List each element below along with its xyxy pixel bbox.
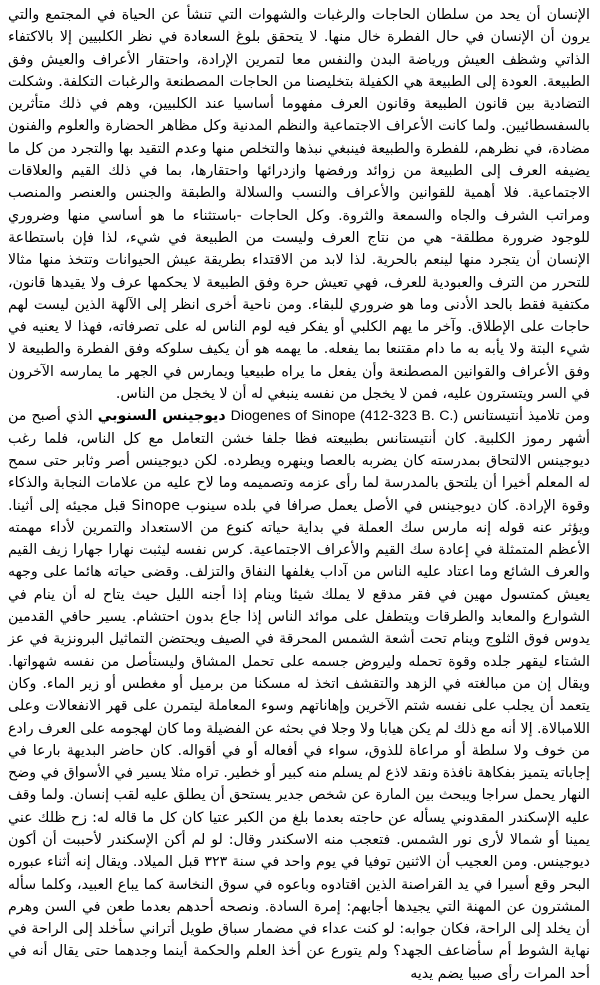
paragraph-diogenes-body: الذي أصبح من أشهر رموز الكلبية. كان أنتيستانس بطبيعته فظا جلفا خشن التعامل مع كل الناس، فلما رغب ديوجينس الالتحاق بمدرسته كان يضربه بالعصا وينهره ويطرده. لكن ديوجينس أصر وثابر حتى سمح له المعلم أخيرا أن يلتحق بالمدرسة لما رأى عزمه وتصميمه وما لاح عليه من علامات النجابة والذكاء وقوة الإرادة. كان ديوجينس في الأصل يعمل صرافا في بلده سينوب Sinope قبل مجيئه إلى أثينا. ويؤثر عنه قوله إنه مارس سك العملة في بداية حياته كنوع من الاستعداد والتمرين لأداء مهمته الأعظم المتمثلة في إعادة سك القيم والأعراف الاجتماعية. كرس نفسه ليثبت نهارا جهارا زيف القيم والعرف الشائع وما اعتاد عليه الناس من آداب يغلفها النفاق والتزلف. وقضى حياته هائما على وجهه يعيش كمتسول مهين في فقر مدقع لا يملك شيئا وينام إذا أجنه الليل حيث يتاح له أن ينام في الشوارع والمعابد والطرقات ويتطفل على موائد الناس إذا جاع بدون احتشام. يسير حافي القدمين يدوس فوق الثلوج وينام تحت أشعة الشمس المحرقة في الصيف ويحتضن التماثيل البرونزية في عز الشتاء ليقهر جلده وقوة تحمله وليروض جسمه على تحمل المشاق وليستأصل من نفسه شهواتها. ويقال إن من مبالغته في الزهد والتقشف اتخذ له مسكنا من برميل أو مغطس أو زير الماء. وكان يتعمد أن يجلب على نفسه شتم الآخرين وإهاناتهم وسوء المعاملة ليتمرن على قهر الانفعالات وعلى اللامبالاة. إلا أنه مع ذلك لم يكن هيابا ولا وجلا في بحثه عن الفضيلة وما كان لهجومه على العرف رادع من خوف ولا سلطة أو مراعاة للذوق، سواء في أفعاله أو في أقواله. كان حاضر البديهة بارعا في إجاباته يتميز بفكاهة نافذة ونقد لاذع لم يسلم منه كبير أو خطير. تراه مثلا يسير في الأسواق في وضح النهار يحمل سراجا ويبحث بين المارة عن شخص جدير يستحق أن يطلق عليه لقب إنسان. ولما وقف عليه الإسكندر المقدوني يسأله عن حاجته بعدما بلغ من الكبر عتيا كان كل ما قاله له: زح ظلك عني يمينا أو شمالا لأرى نور الشمس. فتعجب منه الاسكندر وقال: لو لم أكن الإسكندر لأحببت أن أكون ديوجينس. ومن العجيب أن الاثنين توفيا في يوم واحد في سنة ٣٢٣ قبل الميلاد. ويقال إنه أثناء عبوره البحر وقع أسيرا في يد القراصنة الذين اقتادوه وباعوه في سوق النخاسة كما يباع العبيد، وكلما سأله المشترون عن المهنة التي يجيدها أجابهم: إمرة السادة. ونصحه أحدهم بعدما طعن في السن وهرم أن يخلد إلى الراحة، فكان جوابه: لو كنت عداء في مضمار سباق طويل أتراني سأخلد إلى الراحة في نهاية الشوط أم سأضاعف الجهد؟ ولم يتورع عن أخذ العلم والحكمة أينما وجدهما حتى يقال أنه في أحد المرات رأى صبيا يضم يديه: [8, 408, 590, 982]
diogenes-arabic-name: ديوجينس السنوبي: [97, 408, 226, 425]
paragraph-intro: ومن تلاميذ أنتيستانس: [463, 408, 590, 425]
paragraph-diogenes: [8, 405, 590, 985]
paragraph-cynic-philosophy: الإنسان أن يحد من سلطان الحاجات والرغبات والشهوات التي تنشأ عن الحياة في المجتمع والتي يرون أن الإنسان في حال الفطرة خال منها. لا يتحقق بلوغ السعادة في نظر الكلبيين إلا بالاكتفاء الذاتي وشظف العيش ورياضة البدن والنفس معا لتمرين الإرادة، واحتقار الأعراف والعيش وفق الطبيعة. العودة إلى الطبيعة هي الكفيلة بتخليصنا من الحاجات المصطنعة والرغبات التكلفة. وشكلت التضادية بين قانون الطبيعة وقانون العرف مفهوما أساسيا عند الكلبيين، وهم في ذلك متأثرين بالسفسطائيين. ولما كانت الأعراف الاجتماعية والنظم المدنية وكل مظاهر الحضارة والعلوم والفنون مضادة، في نظرهم، للفطرة والطبيعة فينبغي نبذها والتخلص منها وعدم التقيد بها والتجرد من كل ما يضيفه العرف إلى الطبيعة من زوائد ورفضها وازدرائها واحتقارها، بما في ذلك القيم والعلاقات الاجتماعية. فلا أهمية للقوانين والأعراف والنسب والسلالة والطبقة والجنس والعنصر والمنصب ومراتب الشرف والجاه والسمعة والثروة. وكل الحاجات -باستثناء ما هو أساسي منها وضروري للوجود ضرورة مطلقة- هي من نتاج العرف وليست من الطبيعة في شيء، لذا فإن باستطاعة الإنسان أن يتجرد منها لينعم بالحرية. لذا لابد من الاقتداء بطريقة عيش الحيوانات وتتخذ منها مثالا للتحرر من الترف والعبودية للعرف، فهي تعيش حرة وفق الطبيعة لا يحكمها عرف ولا يقيدها قانون، مكتفية فقط بالحد الأدنى وما هو ضروري للبقاء. ومن ناحية أخرى انظر إلى الآلهة الذين ليست لهم حاجات على الإطلاق. وآخر ما يهم الكلبي أو يفكر فيه لوم الناس له على تصرفاته، فهذا لا يعنيه في شيء البتة ولا يأبه به ما دام مقتنعا بما يفعله. ما يهمه هو أن يكيف سلوكه وفق الفطرة والطبيعة لا وفق الأعراف والقوانين المصطنعة وأن يفعل ما يراه طبيعيا ويمارس في الجهر ما يمارسه الآخرون في السر ويتسترون عليه، فمن لا يخجل من نفسه ينبغي له أن لا يخجل من الناس.: [8, 7, 590, 403]
diogenes-latin-name: Diogenes of Sinope (412-323 B. C.): [230, 408, 459, 425]
